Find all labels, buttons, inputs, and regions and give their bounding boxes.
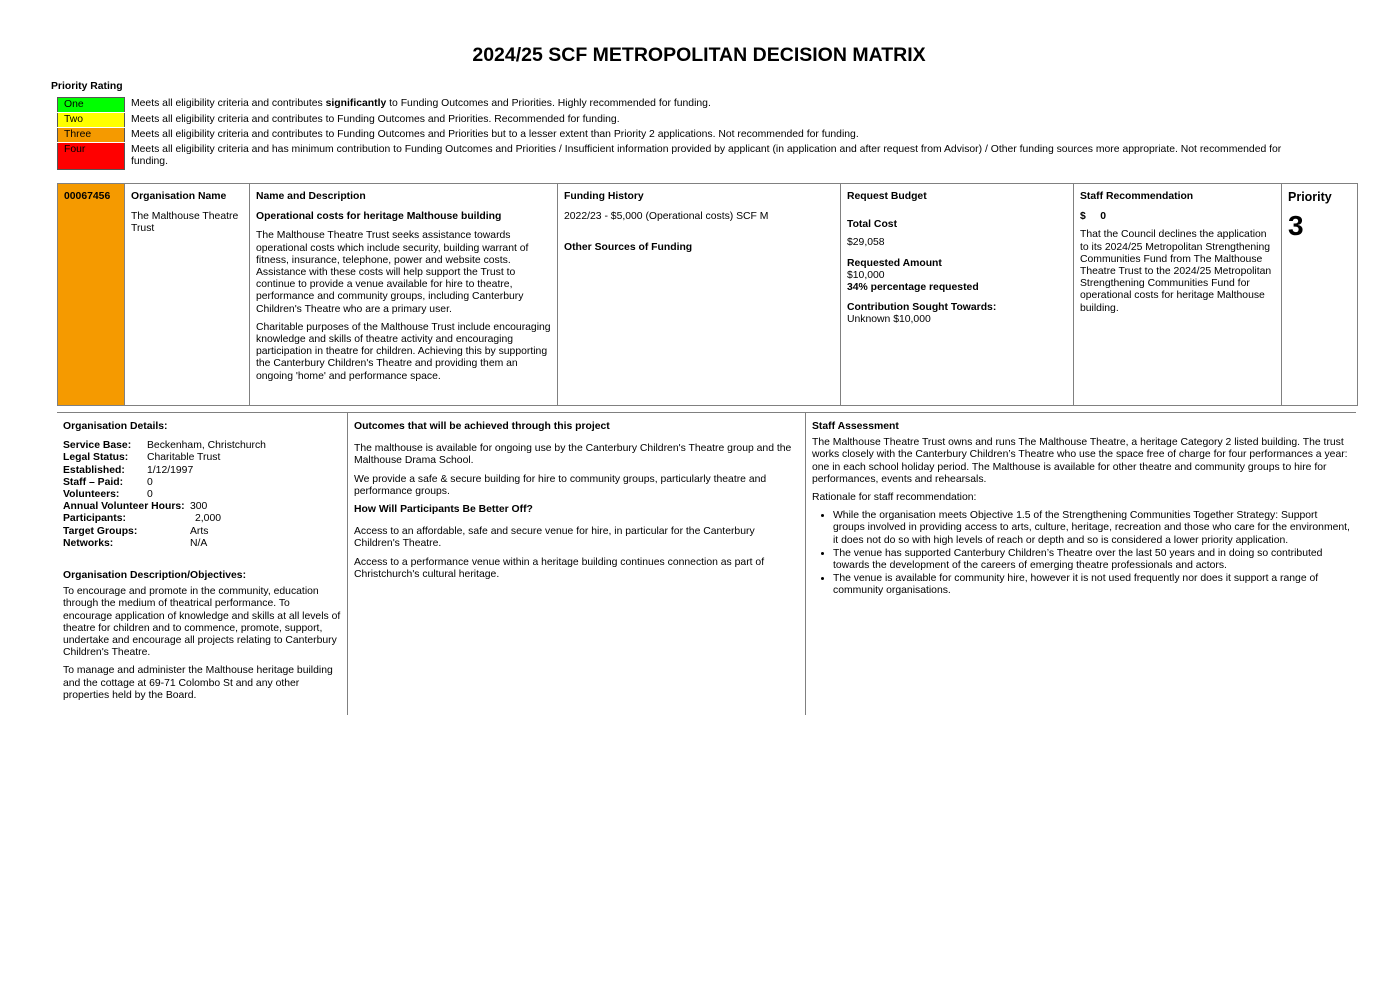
detail-label: Staff – Paid: (63, 476, 124, 488)
detail-label: Annual Volunteer Hours: (63, 501, 185, 513)
funding-history-header: Funding History (564, 191, 644, 202)
priority-cell (1282, 184, 1357, 405)
detail-label: Networks: (63, 537, 114, 549)
request-budget-header: Request Budget (847, 191, 927, 202)
priority-description (125, 97, 1306, 110)
detail-value: 1/12/1997 (147, 464, 194, 476)
detail-value: 300 (190, 501, 208, 513)
outcomes-column (348, 413, 806, 715)
description-paragraph: Charitable purposes of the Malthouse Trust include encouraging knowledge and skills of theatre activity and encouraging participation in theatre for children. Achieving this by supporting the Canterbury Children's Theatre and providing them an ongoing 'home' and performance space. (256, 321, 551, 382)
detail-value: 0 (147, 476, 153, 488)
description-cell (250, 184, 558, 405)
better-off-heading: How Will Participants Be Better Off? (354, 504, 533, 516)
detail-label: Legal Status: (63, 452, 129, 464)
application-summary-table (57, 183, 1358, 406)
outcomes-paragraph: Access to a performance venue within a heritage building continues connection as part of Christchurch's cultural heritage. (354, 556, 765, 580)
funding-history-entry: 2022/23 - $5,000 (Operational costs) SCF M (564, 211, 769, 223)
request-budget-cell (841, 184, 1074, 405)
objectives-heading: Organisation Description/Objectives: (63, 570, 247, 582)
funding-history-cell (558, 184, 841, 405)
staff-recommendation-cell (1074, 184, 1282, 405)
detail-row (63, 465, 341, 477)
organisation-cell (125, 184, 250, 405)
priority-swatch: Three (57, 128, 125, 142)
detail-label: Participants: (63, 513, 126, 525)
desc-text: Meets all eligibility criteria and contributes (131, 98, 326, 109)
desc-emphasis: significantly (325, 98, 387, 109)
detail-value: 2,000 (195, 513, 222, 525)
detail-label: Volunteers: (63, 489, 120, 501)
detail-value: 0 (147, 489, 153, 501)
priority-row-one (57, 97, 1317, 112)
rationale-item: • The venue is available for community hire, however it is not used frequently nor does it support a range of community organisations. (833, 573, 1350, 597)
staff-assessment-column (806, 413, 1356, 715)
rationale-heading: Rationale for staff recommendation: (812, 492, 977, 504)
staff-assessment-paragraph: The Malthouse Theatre Trust owns and runs The Malthouse Theatre, a heritage Category 2 listed building. The trust works closely with the Canterbury Children’s Theatre who use the space free of charge for four performances a year: one in each school holiday period. The Malthouse is available for other theatre and community groups to hire for performances, events and rehearsals. (812, 437, 1348, 485)
staff-recommendation-text: That the Council declines the application to its 2024/25 Metropolitan Strengthening Communities Fund from The Malthouse Theatre Trust to the 2024/25 Metropolitan Strengthening Communities Fund for operational costs for heritage Malthouse building. (1080, 229, 1272, 314)
total-cost-value: $29,058 (847, 237, 885, 249)
priority-row-three (57, 128, 1317, 142)
priority-row-two (57, 113, 1317, 127)
page-title: 2024/25 SCF METROPOLITAN DECISION MATRIX (472, 44, 926, 66)
detail-value: N/A (190, 537, 208, 549)
detail-row (63, 501, 341, 513)
contribution-value: Unknown $10,000 (847, 314, 931, 326)
priority-swatch: Two (57, 113, 125, 127)
detail-value: Arts (190, 525, 209, 537)
staff-recommendation-header: Staff Recommendation (1080, 191, 1194, 202)
detail-label: Service Base: (63, 440, 132, 452)
detail-value: Beckenham, Christchurch (147, 440, 266, 452)
staff-assessment-heading: Staff Assessment (812, 421, 899, 432)
requested-percentage: 34% percentage requested (847, 282, 979, 294)
desc-text: to Funding Outcomes and Priorities. Highly recommended for funding. (386, 98, 711, 109)
detail-value: Charitable Trust (147, 452, 221, 464)
detail-row (63, 538, 341, 550)
priority-swatch: One (57, 97, 125, 112)
detail-label: Established: (63, 464, 125, 476)
recommended-amount: $ 0 (1080, 211, 1106, 223)
detail-row (63, 489, 341, 501)
priority-description: Meets all eligibility criteria and contributes to Funding Outcomes and Priorities. Recommended for funding. (131, 114, 620, 125)
priority-rating-heading: Priority Rating (51, 81, 123, 92)
organisation-header: Organisation Name (131, 191, 227, 202)
priority-value: 3 (1288, 210, 1304, 242)
details-section (57, 413, 1356, 715)
application-id: 00067456 (64, 191, 111, 202)
rationale-list (812, 510, 1350, 597)
priority-rating-legend (57, 97, 1317, 171)
outcomes-paragraph: The malthouse is available for ongoing use by the Canterbury Children's Theatre group and the Malthouse Drama School. (354, 443, 792, 467)
organisation-name: The Malthouse Theatre Trust (131, 211, 239, 235)
objectives-paragraph: To manage and administer the Malthouse heritage building and the cottage at 69-71 Colombo St and any other properties held by the Board. (63, 665, 333, 701)
rationale-item: • While the organisation meets Objective 1.5 of the Strengthening Communities Together Strategy: Support groups involved in providing access to arts, culture, heritage, recreation and those who care for the environment, it does not do so with high levels of reach or depth and so is considered a lower priority application. (833, 510, 1350, 547)
requested-amount-label: Requested Amount (847, 257, 942, 269)
priority-description: Meets all eligibility criteria and contributes to Funding Outcomes and Priorities but to a lesser extent than Priority 2 applications. Not recommended for funding. (131, 129, 859, 140)
priority-header: Priority (1288, 190, 1332, 204)
total-cost-label: Total Cost (847, 219, 898, 231)
requested-amount-value: $10,000 (847, 269, 885, 281)
detail-row (63, 513, 341, 525)
detail-row (63, 477, 341, 489)
detail-label: Target Groups: (63, 525, 138, 537)
other-sources-heading: Other Sources of Funding (564, 242, 693, 254)
organisation-details-column (57, 413, 348, 715)
outcomes-paragraph: Access to an affordable, safe and secure venue for hire, in particular for the Canterbury Children's Theatre. (354, 526, 755, 550)
description-header: Name and Description (256, 191, 366, 202)
contribution-label: Contribution Sought Towards: (847, 302, 997, 314)
description-paragraph: The Malthouse Theatre Trust seeks assistance towards operational costs which include security, building warrant of fitness, insurance, telephone, power and website costs. Assistance with these costs will help support the Trust to continue to provide a venue available for hire to theatre, performance and community groups, including Canterbury Children's Theatre who are a primary user. (256, 230, 529, 315)
detail-row (63, 440, 341, 452)
priority-row-four (57, 143, 1317, 170)
outcomes-paragraph: We provide a safe & secure building for hire to community groups, particularly theatre and performance groups. (354, 473, 767, 497)
priority-description: Meets all eligibility criteria and has minimum contribution to Funding Outcomes and Priorities / Insufficient information provided by applicant (in application and after request from Advisor) / Other funding sources more appropriate. Not recommended for funding. (131, 144, 1282, 167)
objectives-paragraph: To encourage and promote in the community, education through the medium of theatrical performance. To encourage application of knowledge and skills at all levels of theatre for children and to commence, promote, support, undertake and encourage all projects relating to Canterbury Children's Theatre. (63, 586, 341, 659)
outcomes-heading: Outcomes that will be achieved through this project (354, 421, 610, 432)
priority-swatch: Four (57, 143, 125, 170)
organisation-details-heading: Organisation Details: (63, 421, 168, 432)
application-id-cell (58, 184, 125, 405)
project-title: Operational costs for heritage Malthouse building (256, 211, 502, 223)
detail-row (63, 452, 341, 464)
detail-row (63, 526, 341, 538)
rationale-item: • The venue has supported Canterbury Children’s Theatre over the last 50 years and in doing so contributed towards the development of the careers of emerging theatre professionals and actors. (833, 548, 1350, 572)
